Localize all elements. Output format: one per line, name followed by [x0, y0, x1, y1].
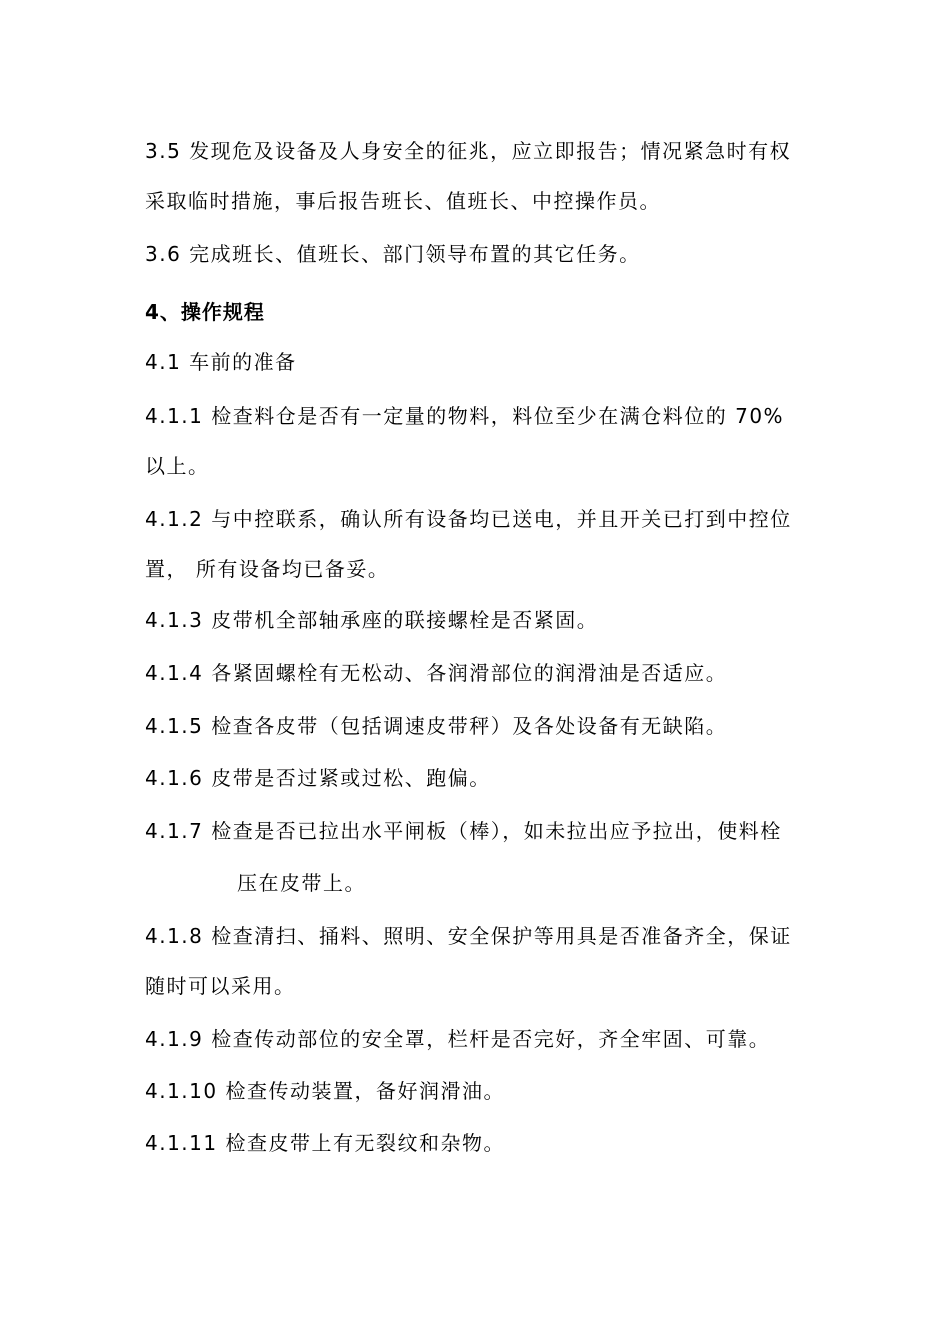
- text-line-4-1-4: 4.1.4 各紧固螺栓有无松动、各润滑部位的润滑油是否适应。: [145, 661, 728, 685]
- text-line-4-1-10: 4.1.10 检查传动装置，备好润滑油。: [145, 1079, 505, 1103]
- text-line-3-5: 3.5 发现危及设备及人身安全的征兆，应立即报告；情况紧急时有权: [145, 139, 792, 163]
- text-line-3-5-cont: 采取临时措施，事后报告班长、值班长、中控操作员。: [145, 189, 661, 213]
- subsection-heading-4-1: 4.1 车前的准备: [145, 350, 297, 374]
- text-line-4-1-6: 4.1.6 皮带是否过紧或过松、跑偏。: [145, 766, 491, 790]
- text-line-4-1-9: 4.1.9 检查传动部位的安全罩，栏杆是否完好，齐全牢固、可靠。: [145, 1027, 771, 1051]
- text-line-4-1-7-cont: 压在皮带上。: [237, 871, 366, 895]
- text-line-4-1-8: 4.1.8 检查清扫、捅料、照明、安全保护等用具是否准备齐全，保证: [145, 924, 792, 948]
- text-line-4-1-1-cont: 以上。: [145, 454, 210, 478]
- section-heading-4: 4、操作规程: [145, 300, 265, 324]
- text-line-4-1-11: 4.1.11 检查皮带上有无裂纹和杂物。: [145, 1131, 505, 1155]
- text-line-4-1-7: 4.1.7 检查是否已拉出水平闸板（棒），如未拉出应予拉出，使料栓: [145, 819, 782, 843]
- text-line-4-1-3: 4.1.3 皮带机全部轴承座的联接螺栓是否紧固。: [145, 608, 599, 632]
- text-line-4-1-1: 4.1.1 检查料仓是否有一定量的物料，料位至少在满仓料位的 70%: [145, 404, 785, 428]
- text-line-4-1-2-cont: 置， 所有设备均已备妥。: [145, 557, 390, 581]
- text-line-4-1-2: 4.1.2 与中控联系，确认所有设备均已送电，并且开关已打到中控位: [145, 507, 792, 531]
- text-line-4-1-5: 4.1.5 检查各皮带（包括调速皮带秤）及各处设备有无缺陷。: [145, 714, 728, 738]
- text-line-4-1-8-cont: 随时可以采用。: [145, 974, 296, 998]
- text-line-3-6: 3.6 完成班长、值班长、部门领导布置的其它任务。: [145, 242, 641, 266]
